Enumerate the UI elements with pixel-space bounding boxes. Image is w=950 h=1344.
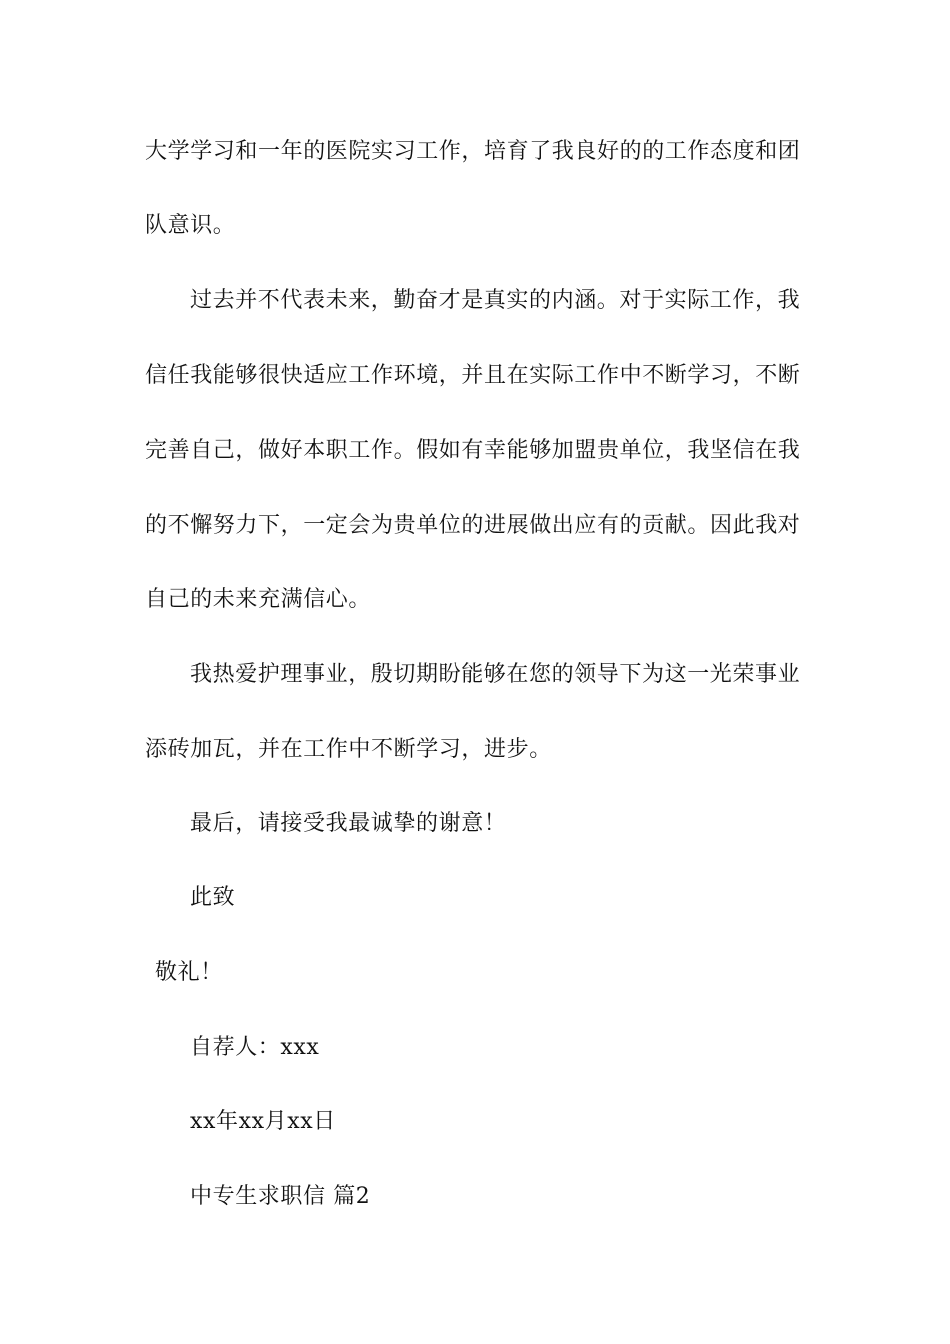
body-text-line: 的不懈努力下，一定会为贵单位的进展做出应有的贡献。因此我对 (145, 513, 801, 538)
closing-regards: 敬礼！ (155, 960, 223, 985)
section-heading: 中专生求职信 篇2 (190, 1184, 371, 1209)
closing-salutation: 此致 (190, 885, 236, 910)
closing-thanks: 最后，请接受我最诚挚的谢意！ (190, 811, 507, 836)
body-text-line: 我热爱护理事业，殷切期盼能够在您的领导下为这一光荣事业 (190, 662, 801, 687)
body-text-line: 过去并不代表未来，勤奋才是真实的内涵。对于实际工作，我 (190, 288, 801, 313)
body-text-line: 完善自己，做好本职工作。假如有幸能够加盟贵单位，我坚信在我 (145, 438, 801, 463)
body-text-line: 自己的未来充满信心。 (145, 587, 372, 612)
body-text-line: 添砖加瓦，并在工作中不断学习，进步。 (145, 737, 552, 762)
body-text-line: 大学学习和一年的医院实习工作，培育了我良好的的工作态度和团 (145, 139, 801, 164)
body-text-line: 队意识。 (145, 213, 236, 238)
signature-line: 自荐人：xxx (190, 1035, 320, 1060)
body-text-line: 信任我能够很快适应工作环境，并且在实际工作中不断学习，不断 (145, 363, 801, 388)
date-line: xx年xx月xx日 (190, 1109, 336, 1134)
